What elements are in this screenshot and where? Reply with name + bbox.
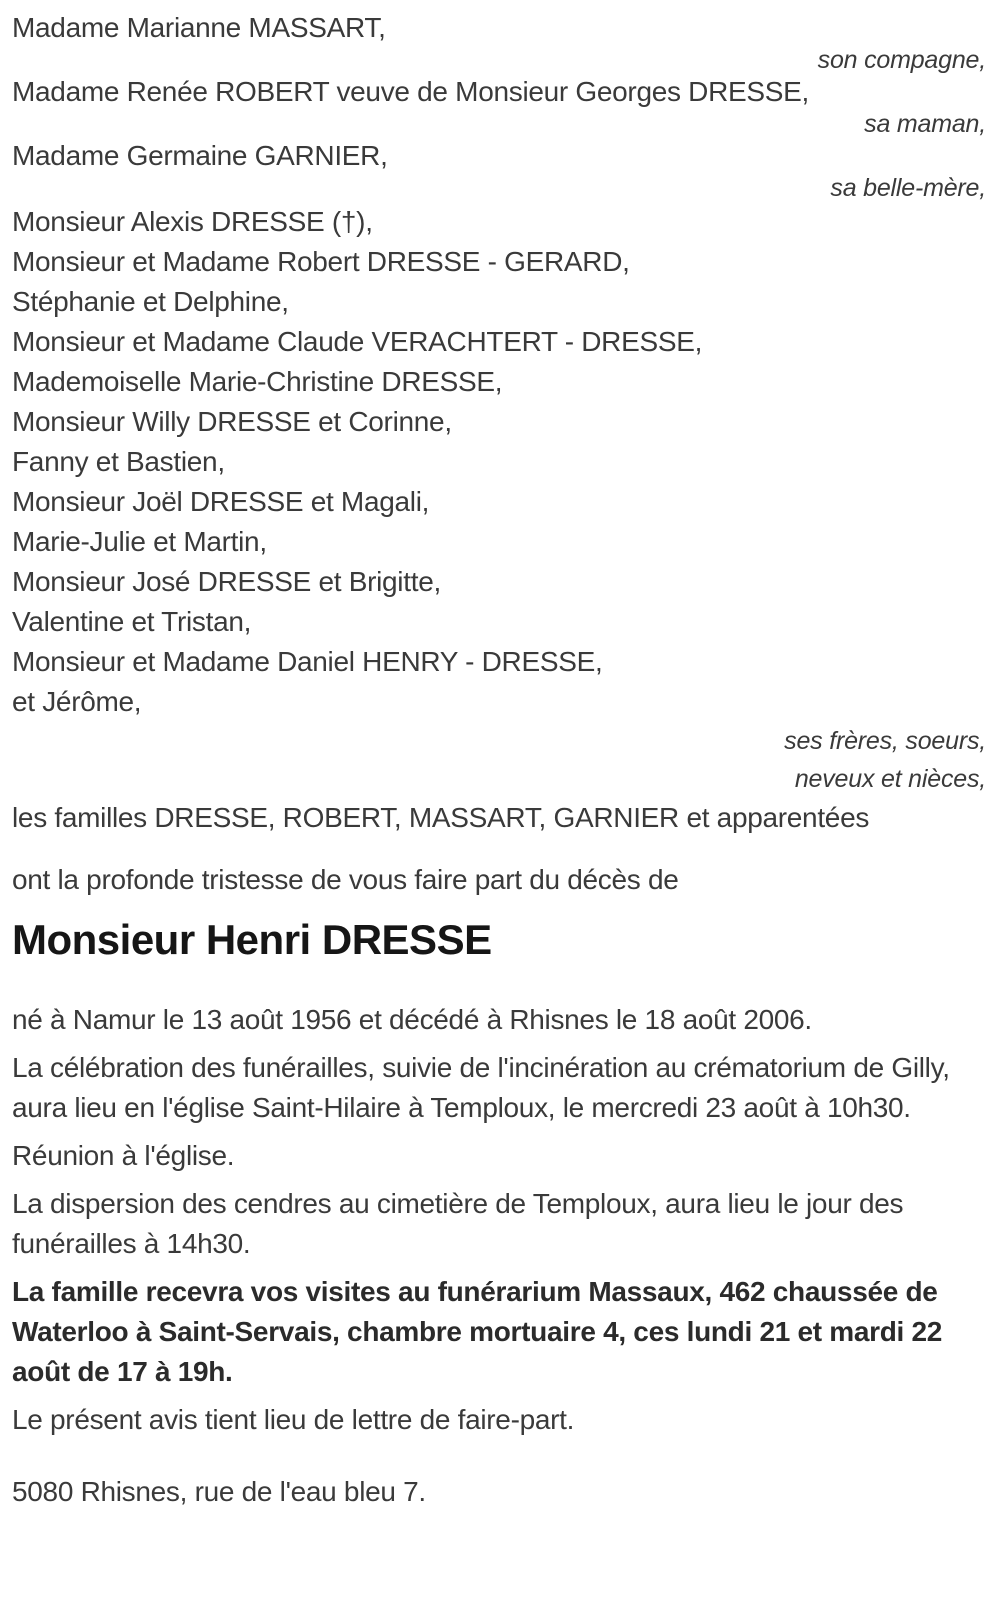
relation-label-line: neveux et nièces, bbox=[794, 765, 986, 793]
mourner-name-line: Madame Renée ROBERT veuve de Monsieur Georges DRESSE, bbox=[12, 76, 810, 107]
extended-families-line: les familles DRESSE, ROBERT, MASSART, GARNIER et apparentées bbox=[12, 802, 870, 833]
mourner-name-line: Monsieur et Madame Robert DRESSE - GERARD, bbox=[12, 246, 630, 277]
notice-statement-text: Le présent avis tient lieu de lettre de faire-part. bbox=[12, 1404, 575, 1435]
relation-label-line: son compagne, bbox=[817, 46, 986, 74]
relation-label-line: ses frères, soeurs, bbox=[784, 727, 986, 755]
relation-label-line: sa belle-mère, bbox=[830, 174, 986, 202]
mourner-name-line: Stéphanie et Delphine, bbox=[12, 286, 289, 317]
life-dates-text: né à Namur le 13 août 1956 et décédé à Rhisnes le 18 août 2006. bbox=[12, 1004, 812, 1035]
mourner-name-line: Monsieur Willy DRESSE et Corinne, bbox=[12, 406, 452, 437]
mourner-name-line: Fanny et Bastien, bbox=[12, 446, 225, 477]
mourner-name-line: Monsieur José DRESSE et Brigitte, bbox=[12, 566, 441, 597]
mourner-name-line: Monsieur Alexis DRESSE (†), bbox=[12, 206, 373, 237]
ceremony-details-text: La célébration des funérailles, suivie de l'incinération au crématorium de Gilly, aura lieu en l'église Saint-Hilaire à Temploux, le mercredi 23 août à 10h30. bbox=[12, 1052, 950, 1123]
funeral-home-visits-text: La famille recevra vos visites au funérarium Massaux, 462 chaussée de Waterloo à Saint-Servais, chambre mortuaire 4, ces lundi 21 et mardi 22 août de 17 à 19h. bbox=[12, 1276, 943, 1387]
mourner-name-line: Monsieur Joël DRESSE et Magali, bbox=[12, 486, 430, 517]
mourner-name-line: Mademoiselle Marie-Christine DRESSE, bbox=[12, 366, 503, 397]
mourner-name-line: et Jérôme, bbox=[12, 686, 142, 717]
mourners-list bbox=[12, 10, 986, 838]
mourner-name-line: Valentine et Tristan, bbox=[12, 606, 252, 637]
mourner-name-line: Monsieur et Madame Daniel HENRY - DRESSE, bbox=[12, 646, 603, 677]
mourner-name-line: Monsieur et Madame Claude VERACHTERT - DRESSE, bbox=[12, 326, 703, 357]
church-meeting-text: Réunion à l'église. bbox=[12, 1140, 235, 1171]
relation-label-line: sa maman, bbox=[864, 110, 986, 138]
close-family-block bbox=[12, 10, 986, 202]
deceased-name-title: Monsieur Henri DRESSE bbox=[12, 916, 492, 963]
siblings-block bbox=[12, 202, 986, 838]
announcement-text: ont la profonde tristesse de vous faire part du décès de bbox=[12, 864, 679, 895]
mourner-name-line: Madame Germaine GARNIER, bbox=[12, 140, 388, 171]
ashes-dispersion-text: La dispersion des cendres au cimetière de Temploux, aura lieu le jour des funérailles à 14h30. bbox=[12, 1188, 904, 1259]
mourner-name-line: Marie-Julie et Martin, bbox=[12, 526, 267, 557]
mourner-name-line: Madame Marianne MASSART, bbox=[12, 12, 386, 43]
deceased-address-text: 5080 Rhisnes, rue de l'eau bleu 7. bbox=[12, 1476, 426, 1507]
